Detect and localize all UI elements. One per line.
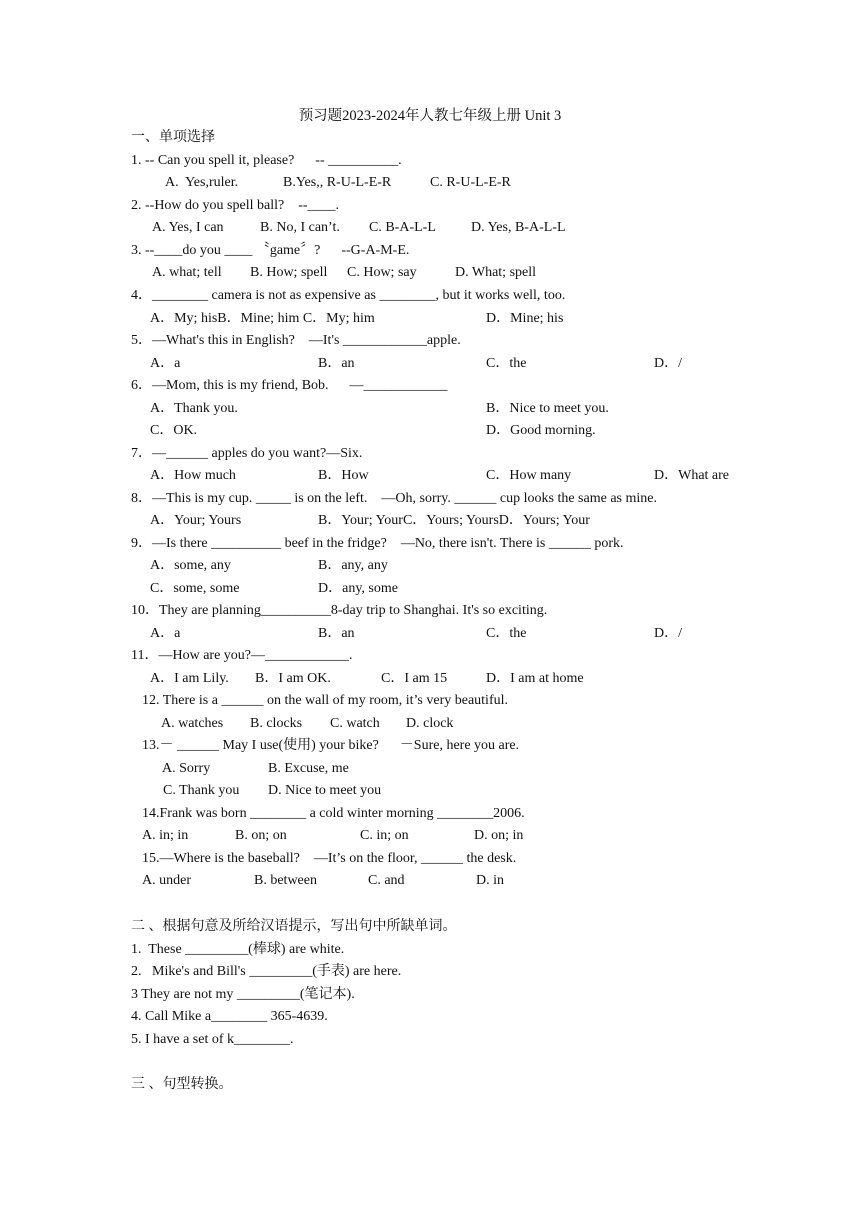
question-10: 10．They are planning__________8-day trip to Shanghai. It's so exciting. [131, 603, 548, 618]
q14-option-d: D. on; in [474, 828, 524, 843]
q7-option-c: C．How many [486, 468, 572, 483]
q4-option-d: D．Mine; his [486, 311, 564, 326]
q5-option-b: B．an [318, 356, 355, 371]
q15-option-b: B. between [254, 873, 317, 888]
q6-option-b: B．Nice to meet you. [486, 401, 609, 416]
question-8: 8．—This is my cup. _____ is on the left. —Oh, sorry. ______ cup looks the same as mine. [131, 491, 657, 506]
q12-option-c: C. watch [330, 716, 380, 731]
q12-option-d: D. clock [406, 716, 454, 731]
q3-option-a: A. what; tell [152, 265, 222, 280]
q9-option-a: A．some, any [150, 558, 231, 573]
q9-option-d: D．any, some [318, 581, 398, 596]
question-4: 4．________ camera is not as expensive as ________, but it works well, too. [131, 288, 566, 303]
q10-option-b: B．an [318, 626, 355, 641]
q5-option-a: A．a [150, 356, 181, 371]
question-7: 7．—______ apples do you want?—Six. [131, 446, 363, 461]
q11-option-a: A．I am Lily. [150, 671, 229, 686]
q12-option-a: A. watches [161, 716, 224, 731]
q1-option-c: C. R-U-L-E-R [430, 175, 511, 190]
q10-option-c: C．the [486, 626, 527, 641]
question-1: 1. -- Can you spell it, please? -- __________. [131, 153, 402, 168]
q14-option-b: B. on; on [235, 828, 287, 843]
section2-item-3: 3 They are not my _________(笔记本). [131, 987, 355, 1002]
q13-option-c: C. Thank you [163, 783, 240, 798]
q3-option-b: B. How; spell [250, 265, 328, 280]
q7-option-a: A．How much [150, 468, 236, 483]
question-14: 14.Frank was born ________ a cold winter morning ________2006. [142, 806, 525, 821]
q14-option-a: A. in; in [142, 828, 189, 843]
q7-option-d: D．What are [654, 468, 730, 483]
section1-heading: 一、单项选择 [131, 130, 215, 145]
question-3: 3. --____do you ____ 〝game〞? --G-A-M-E. [131, 243, 410, 258]
question-5: 5．—What's this in English? —It's ____________apple. [131, 333, 461, 348]
document-title: 预习题2023-2024年人教七年级上册 Unit 3 [298, 108, 562, 124]
q12-option-b: B. clocks [250, 716, 303, 731]
q13-option-d: D. Nice to meet you [268, 783, 382, 798]
q11-option-b: B．I am OK. [255, 671, 331, 686]
question-9: 9．—Is there __________ beef in the fridge? —No, there isn't. There is ______ pork. [131, 536, 624, 551]
q6-option-c: C．OK. [150, 423, 198, 438]
q15-option-c: C. and [368, 873, 405, 888]
q15-option-d: D. in [476, 873, 504, 888]
q7-option-b: B．How [318, 468, 369, 483]
q8-option-bcd: B．Your; YourC．Yours; YoursD．Yours; Your [318, 513, 590, 528]
q2-option-a: A. Yes, I can [152, 220, 224, 235]
q6-option-a: A．Thank you. [150, 401, 238, 416]
question-13: 13.－ ______ May I use(使用) your bike? －Sure, here you are. [142, 738, 520, 753]
q1-option-b: B.Yes,, R-U-L-E-R [283, 175, 392, 190]
section2-item-5: 5. I have a set of k________. [131, 1032, 294, 1047]
q5-option-d: D．/ [654, 356, 682, 371]
q11-option-d: D．I am at home [486, 671, 584, 686]
q8-option-a: A．Your; Yours [150, 513, 242, 528]
q13-option-b: B. Excuse, me [268, 761, 349, 776]
section3-heading: 三 、句型转换。 [131, 1077, 233, 1092]
q11-option-c: C．I am 15 [381, 671, 448, 686]
q9-option-c: C．some, some [150, 581, 240, 596]
q10-option-d: D．/ [654, 626, 682, 641]
question-15: 15.—Where is the baseball? —It’s on the floor, ______ the desk. [142, 851, 517, 866]
q9-option-b: B．any, any [318, 558, 388, 573]
q2-option-c: C. B-A-L-L [369, 220, 436, 235]
q4-option-abc: A．My; hisB．Mine; him C．My; him [150, 311, 375, 326]
q3-option-c: C. How; say [347, 265, 417, 280]
q2-option-b: B. No, I can’t. [260, 220, 340, 235]
section2-item-1: 1. These _________(棒球) are white. [131, 942, 345, 957]
section2-item-4: 4. Call Mike a________ 365-4639. [131, 1009, 328, 1024]
question-6: 6．—Mom, this is my friend, Bob. —____________ [131, 378, 448, 393]
q10-option-a: A．a [150, 626, 181, 641]
q5-option-c: C．the [486, 356, 527, 371]
section2-heading: 二 、根据句意及所给汉语提示，写出句中所缺单词。 [131, 919, 457, 934]
q15-option-a: A. under [142, 873, 191, 888]
q13-option-a: A. Sorry [162, 761, 211, 776]
q6-option-d: D．Good morning. [486, 423, 596, 438]
question-2: 2. --How do you spell ball? --____. [131, 198, 340, 213]
q1-option-a: A. Yes,ruler. [165, 175, 239, 190]
question-12: 12. There is a ______ on the wall of my room, it’s very beautiful. [142, 693, 509, 708]
q2-option-d: D. Yes, B-A-L-L [471, 220, 566, 235]
q14-option-c: C. in; on [360, 828, 409, 843]
q3-option-d: D. What; spell [455, 265, 537, 280]
question-11: 11．—How are you?—____________. [131, 648, 353, 663]
section2-item-2: 2. Mike's and Bill's _________(手表) are here. [131, 964, 402, 979]
